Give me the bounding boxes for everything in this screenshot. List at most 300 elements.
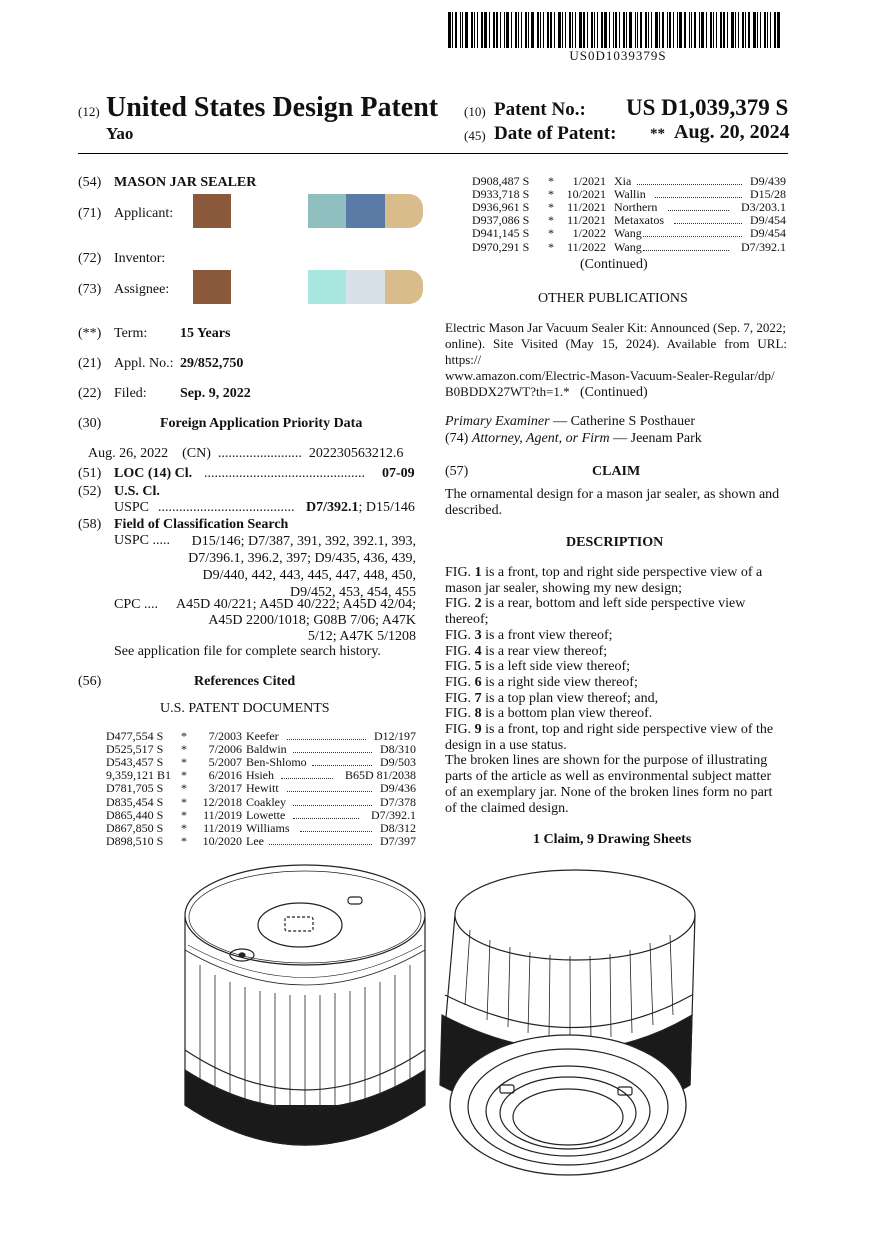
- inventor-label: Inventor:: [114, 251, 166, 266]
- ref-name: Lee: [246, 833, 264, 848]
- barcode-bar: [591, 12, 593, 48]
- code-54: (54): [78, 175, 102, 190]
- barcode-bar: [474, 12, 475, 48]
- patent-no-label: Patent No.:: [494, 99, 586, 120]
- sealer-front-view: [185, 865, 695, 1175]
- ref-class: D9/454: [750, 213, 786, 228]
- ref-number: D477,554 S: [106, 729, 164, 743]
- ref-number: D525,517 S: [106, 742, 164, 757]
- redaction-swatch: [346, 194, 385, 228]
- barcode-bar: [537, 12, 539, 48]
- barcode-bar: [626, 12, 627, 48]
- barcode-bar: [745, 12, 746, 48]
- ref-name: Wang: [614, 239, 642, 254]
- ref-class: D7/392.1: [371, 807, 416, 822]
- description-line: FIG. 7 is a top plan view thereof; and,: [445, 690, 659, 706]
- reference-row: [472, 214, 786, 227]
- barcode-bar: [684, 12, 686, 48]
- document-title: United States Design Patent: [106, 92, 439, 123]
- code-12: (12): [78, 104, 100, 119]
- claim-text: [445, 487, 787, 519]
- search-uspc-line: D7/396.1, 396.2, 397; D9/435, 436, 439,: [188, 551, 416, 566]
- search-note: See application file for complete search history.: [114, 644, 381, 659]
- ref-name: Northern: [614, 200, 658, 215]
- barcode: [448, 12, 788, 48]
- ref-star: *: [548, 226, 554, 241]
- ref-leader: [293, 809, 359, 819]
- barcode-bar: [609, 12, 610, 48]
- barcode-bar: [738, 12, 739, 48]
- description-line: mason jar sealer, showing my new design;: [445, 580, 683, 596]
- ref-star: *: [548, 200, 554, 215]
- ref-date: 10/2020: [202, 833, 242, 848]
- barcode-bar: [594, 12, 595, 48]
- appl-label: Appl. No.:: [114, 356, 174, 371]
- barcode-bar: [757, 12, 758, 48]
- ref-number: D970,291 S: [472, 239, 530, 254]
- ref-leader: [655, 188, 742, 198]
- code-52: (52): [78, 484, 102, 499]
- uspc-dots: .......................................: [158, 500, 295, 515]
- barcode-bar: [764, 12, 766, 48]
- barcode-bar: [484, 12, 487, 48]
- uspc-classes: [306, 500, 415, 516]
- description-line: FIG. 9 is a front, top and right side perspective view of the: [445, 722, 774, 738]
- barcode-bar: [511, 12, 512, 48]
- code-74: (74): [445, 431, 469, 446]
- patent-number: US D1,039,379 S: [626, 95, 789, 120]
- barcode-bar: [655, 12, 658, 48]
- reference-row: [106, 756, 416, 769]
- attorney-label: Attorney, Agent, or Firm: [471, 431, 610, 446]
- barcode-bar: [770, 12, 771, 48]
- ref-class: D9/503: [380, 755, 416, 770]
- reference-row: [106, 835, 416, 848]
- uspc-label: USPC: [114, 500, 150, 515]
- term-label: Term:: [114, 326, 148, 341]
- ref-class: D7/397: [380, 833, 416, 848]
- ref-number: D937,086 S: [472, 213, 530, 228]
- date-label: Date of Patent:: [494, 123, 617, 144]
- code-term: (**): [78, 326, 102, 341]
- ref-class: D9/439: [750, 174, 786, 188]
- ref-number: D933,718 S: [472, 187, 530, 202]
- description-line: FIG. 3 is a front view thereof;: [445, 627, 613, 643]
- ref-star: *: [181, 833, 187, 848]
- ref-leader: [643, 227, 743, 237]
- barcode-bar: [689, 12, 690, 48]
- barcode-bar: [540, 12, 541, 48]
- search-heading: Field of Classification Search: [114, 517, 289, 532]
- barcode-bar: [583, 12, 585, 48]
- term-value: 15 Years: [180, 326, 231, 341]
- ref-number: D936,961 S: [472, 200, 530, 215]
- ref-number: D781,705 S: [106, 781, 164, 796]
- inventor-surname: Yao: [106, 124, 134, 143]
- barcode-bar: [604, 12, 607, 48]
- ref-star: *: [181, 820, 187, 835]
- barcode-bar: [637, 12, 638, 48]
- code-56: (56): [78, 674, 102, 689]
- barcode-bar: [452, 12, 453, 48]
- ref-star: *: [548, 239, 554, 254]
- uspc-main: D7/392.1: [306, 500, 359, 515]
- reference-row: [106, 782, 416, 795]
- ref-date: 6/2016: [208, 768, 242, 783]
- other-pub-line: www.amazon.com/Electric-Mason-Vacuum-Sealer-Regular/dp/: [445, 368, 775, 383]
- barcode-bar: [720, 12, 722, 48]
- barcode-bar: [635, 12, 636, 48]
- loc-value: 07-09: [382, 466, 415, 481]
- barcode-bar: [518, 12, 519, 48]
- code-22: (22): [78, 386, 102, 401]
- code-45: (45): [464, 128, 486, 143]
- search-uspc-line: D9/452, 453, 454, 455: [290, 585, 416, 600]
- claim-heading: CLAIM: [592, 464, 641, 479]
- barcode-bar: [525, 12, 527, 48]
- attorney-line: (74) Attorney, Agent, or Firm — Jeenam Park: [445, 431, 702, 446]
- ref-class: D3/203.1: [741, 200, 786, 215]
- barcode-bar: [716, 12, 717, 48]
- ref-class: D9/454: [750, 226, 786, 241]
- description-line: FIG. 1 is a front, top and right side perspective view of a: [445, 565, 763, 580]
- barcode-bar: [569, 12, 571, 48]
- header-rule: [78, 153, 788, 154]
- ref-leader: [643, 241, 729, 251]
- barcode-bar: [575, 12, 576, 48]
- barcode-bar: [767, 12, 768, 48]
- examiner-line: Primary Examiner — Catherine S Posthauer: [445, 414, 696, 429]
- ref-leader: [312, 756, 372, 766]
- barcode-bar: [615, 12, 617, 48]
- barcode-bar: [677, 12, 678, 48]
- barcode-bar: [465, 12, 468, 48]
- ref-class: B65D 81/2038: [344, 768, 416, 783]
- barcode-bar: [748, 12, 750, 48]
- reference-row: [106, 809, 416, 822]
- ref-name: Baldwin: [246, 742, 287, 757]
- ref-star: *: [181, 768, 187, 783]
- description-line: FIG. 6 is a right side view thereof;: [445, 674, 638, 690]
- ref-date: 3/2017: [208, 781, 242, 796]
- redaction-swatch: [308, 194, 346, 228]
- date-stars: **: [650, 126, 665, 142]
- reference-row: [472, 201, 786, 214]
- description-line: The broken lines are shown for the purpose of illustrating: [445, 753, 768, 769]
- claims-summary: 1 Claim, 9 Drawing Sheets: [533, 832, 692, 847]
- ref-star: *: [181, 781, 187, 796]
- ref-leader: [293, 743, 372, 753]
- ref-name: Xia: [614, 174, 632, 188]
- barcode-bar: [735, 12, 736, 48]
- ref-date: 12/2018: [202, 794, 242, 809]
- ref-leader: [637, 175, 743, 185]
- ref-date: 11/2021: [567, 200, 606, 215]
- barcode-bar: [648, 12, 649, 48]
- ref-name: Williams: [246, 820, 290, 835]
- ref-class: D7/392.1: [741, 239, 786, 254]
- ref-date: 1/2022: [572, 226, 606, 241]
- barcode-bar: [528, 12, 529, 48]
- barcode-bar: [713, 12, 714, 48]
- ref-number: D835,454 S: [106, 794, 164, 809]
- barcode-bar: [673, 12, 674, 48]
- barcode-bar: [699, 12, 700, 48]
- barcode-bar: [774, 12, 776, 48]
- ref-leader: [281, 769, 333, 779]
- redaction-swatch: [308, 270, 346, 304]
- claim-line: The ornamental design for a mason jar sealer, as shown and: [445, 487, 780, 502]
- barcode-bar: [558, 12, 561, 48]
- ref-star: *: [548, 187, 554, 202]
- barcode-bar: [481, 12, 483, 48]
- description-line: FIG. 2 is a rear, bottom and left side perspective view: [445, 596, 746, 612]
- ref-name: Metaxatos: [614, 213, 664, 228]
- search-uspc-line: D15/146; D7/387, 391, 392, 392.1, 393,: [191, 534, 416, 549]
- barcode-bar: [565, 12, 566, 48]
- code-51: (51): [78, 466, 102, 481]
- attorney-name: Jeenam Park: [630, 431, 702, 446]
- ref-number: D543,457 S: [106, 755, 164, 770]
- ref-date: 11/2022: [567, 239, 606, 254]
- ref-star: *: [181, 807, 187, 822]
- ref-star: *: [181, 729, 187, 743]
- barcode-bar: [731, 12, 734, 48]
- barcode-bar: [493, 12, 495, 48]
- barcode-bar: [662, 12, 664, 48]
- description-line: design in a use status.: [445, 737, 567, 753]
- search-cpc-line: A45D 40/221; A45D 40/222; A45D 42/04;: [176, 597, 416, 612]
- barcode-bar: [753, 12, 756, 48]
- barcode-bar: [587, 12, 588, 48]
- barcode-bar: [601, 12, 603, 48]
- ref-name: Wang: [614, 226, 642, 241]
- uspc-rest: ; D15/146: [358, 500, 415, 515]
- barcode-bar: [471, 12, 473, 48]
- barcode-bar: [659, 12, 660, 48]
- ref-number: D908,487 S: [472, 174, 530, 188]
- ref-date: 11/2021: [567, 213, 606, 228]
- barcode-bar: [669, 12, 671, 48]
- references-heading: References Cited: [194, 674, 296, 689]
- claim-line: described.: [445, 503, 503, 518]
- redaction-swatch: [193, 194, 231, 228]
- code-71: (71): [78, 206, 102, 221]
- ref-star: *: [548, 174, 554, 188]
- other-pub-line: Electric Mason Jar Vacuum Sealer Kit: Announced (Sep. 7, 2022;: [445, 320, 786, 335]
- ref-date: 11/2019: [203, 807, 242, 822]
- ref-class: D15/28: [750, 187, 786, 202]
- search-cpc-line: A45D 2200/1018; G08B 7/06; A47K: [208, 613, 416, 628]
- ref-star: *: [181, 755, 187, 770]
- loc-dots: ..............................................: [204, 466, 365, 481]
- barcode-bar: [742, 12, 744, 48]
- barcode-bar: [623, 12, 625, 48]
- ref-class: D9/436: [380, 781, 416, 796]
- code-30: (30): [78, 416, 102, 431]
- barcode-bar: [477, 12, 478, 48]
- ref-class: D8/312: [380, 820, 416, 835]
- barcode-bar: [506, 12, 509, 48]
- barcode-bar: [651, 12, 652, 48]
- ref-name: Hewitt: [246, 781, 279, 796]
- reference-row: [106, 822, 416, 835]
- patent-date: Aug. 20, 2024: [674, 121, 790, 143]
- search-uspc-prefix: USPC .....: [114, 533, 171, 548]
- ref-date: 7/2006: [208, 742, 242, 757]
- ref-date: 11/2019: [203, 820, 242, 835]
- barcode-bar: [640, 12, 642, 48]
- barcode-bar: [597, 12, 598, 48]
- ref-number: D898,510 S: [106, 833, 164, 848]
- applicant-label: Applicant:: [114, 206, 174, 221]
- ref-star: *: [548, 213, 554, 228]
- reference-row: [106, 769, 416, 782]
- reference-row: [106, 743, 416, 756]
- barcode-bar: [645, 12, 647, 48]
- other-pubs-heading: OTHER PUBLICATIONS: [538, 291, 688, 306]
- code-58: (58): [78, 517, 102, 532]
- barcode-bar: [554, 12, 555, 48]
- barcode-bar: [619, 12, 620, 48]
- ref-number: D865,440 S: [106, 807, 164, 822]
- barcode-bar: [543, 12, 544, 48]
- reference-row: [472, 188, 786, 201]
- assignee-label: Assignee:: [114, 282, 170, 297]
- barcode-bar: [723, 12, 725, 48]
- loc-label: LOC (14) Cl.: [114, 466, 193, 481]
- ref-number: 9,359,121 B1: [106, 768, 172, 783]
- barcode-bar: [455, 12, 457, 48]
- ref-number: D867,850 S: [106, 820, 164, 835]
- ref-leader: [287, 730, 366, 740]
- redaction-swatch: [346, 270, 385, 304]
- barcode-number: US0D1039379S: [569, 48, 667, 63]
- ref-name: Keefer: [246, 729, 279, 743]
- reference-row: [106, 796, 416, 809]
- uscl-label: U.S. Cl.: [114, 484, 160, 499]
- redaction-swatch: [385, 270, 423, 304]
- description-line: parts of the article as well as environmental subject matter: [445, 769, 772, 785]
- ref-class: D12/197: [374, 729, 416, 743]
- title-54: MASON JAR SEALER: [114, 175, 257, 190]
- barcode-bar: [706, 12, 707, 48]
- code-73: (73): [78, 282, 102, 297]
- reference-row: [472, 241, 786, 254]
- barcode-bar: [489, 12, 490, 48]
- ref-leader: [269, 835, 373, 845]
- ref-star: *: [181, 794, 187, 809]
- barcode-bar: [515, 12, 517, 48]
- us-docs-heading: U.S. PATENT DOCUMENTS: [160, 701, 330, 716]
- ref-date: 7/2003: [208, 729, 242, 743]
- barcode-bar: [496, 12, 498, 48]
- ref-date: 5/2007: [208, 755, 242, 770]
- barcode-bar: [679, 12, 682, 48]
- description-line: of an exemplary jar. None of the broken lines form no part: [445, 784, 773, 800]
- barcode-bar: [701, 12, 704, 48]
- description-text: [445, 565, 787, 816]
- ref-leader: [674, 214, 743, 224]
- barcode-bar: [710, 12, 712, 48]
- barcode-bar: [460, 12, 461, 48]
- description-line: FIG. 5 is a left side view thereof;: [445, 659, 631, 675]
- barcode-bar: [760, 12, 761, 48]
- code-21: (21): [78, 356, 102, 371]
- reference-row: [106, 730, 416, 743]
- code-10: (10): [464, 104, 486, 119]
- search-uspc-block: [178, 533, 416, 601]
- barcode-bar: [777, 12, 780, 48]
- ref-name: Ben-Shlomo: [246, 755, 307, 770]
- mason-jar-sealer-drawing: [170, 855, 710, 1225]
- barcode-bar: [694, 12, 696, 48]
- barcode-bar: [547, 12, 549, 48]
- barcode-bar: [613, 12, 614, 48]
- barcode-bar: [448, 12, 451, 48]
- redaction-swatch: [193, 270, 231, 304]
- examiner-label: Primary Examiner: [445, 414, 550, 429]
- search-cpc-line: 5/12; A47K 5/1208: [307, 629, 416, 644]
- ref-name: Hsieh: [246, 768, 274, 783]
- ref-leader: [287, 782, 372, 792]
- barcode-bar: [531, 12, 534, 48]
- other-pub-line: B0BDDX27WT?th=1.*: [445, 384, 570, 399]
- examiner-name: Catherine S Posthauer: [570, 414, 696, 429]
- reference-row: [472, 175, 786, 188]
- priority-heading: Foreign Application Priority Data: [160, 416, 363, 431]
- description-line: FIG. 8 is a bottom plan view thereof.: [445, 706, 653, 722]
- barcode-bar: [462, 12, 463, 48]
- barcode-bar: [667, 12, 668, 48]
- ref-leader: [300, 822, 373, 832]
- filed-label: Filed:: [114, 386, 147, 401]
- barcode-bar: [629, 12, 632, 48]
- other-pub-line: online). Site Visited (May 15, 2024). Available from URL: https://: [445, 336, 787, 367]
- ref-date: 1/2021: [572, 174, 606, 188]
- description-line: thereof;: [445, 612, 489, 628]
- ref-name: Coakley: [246, 794, 286, 809]
- ref-number: D941,145 S: [472, 226, 530, 241]
- appl-value: 29/852,750: [180, 356, 244, 371]
- ref-class: D7/378: [380, 794, 416, 809]
- ref-leader: [668, 201, 730, 211]
- continued-refs: (Continued): [580, 257, 648, 272]
- ref-leader: [293, 796, 372, 806]
- search-cpc-block: [166, 597, 416, 645]
- barcode-bar: [572, 12, 573, 48]
- description-line: FIG. 4 is a rear view thereof;: [445, 643, 608, 659]
- ref-name: Lowette: [246, 807, 286, 822]
- ref-class: D8/310: [380, 742, 416, 757]
- search-cpc-prefix: CPC ....: [114, 597, 158, 612]
- code-57: (57): [445, 464, 469, 479]
- code-72: (72): [78, 251, 102, 266]
- barcode-bar: [521, 12, 522, 48]
- barcode-bar: [500, 12, 501, 48]
- continued-pubs: (Continued): [580, 385, 648, 400]
- filed-value: Sep. 9, 2022: [180, 386, 251, 401]
- barcode-bar: [562, 12, 563, 48]
- barcode-bar: [550, 12, 552, 48]
- reference-row: [472, 227, 786, 240]
- ref-date: 10/2021: [566, 187, 606, 202]
- description-line: of the claimed design.: [445, 800, 569, 816]
- priority-line: Aug. 26, 2022 (CN) ........................ 202230563212.6: [88, 446, 404, 461]
- ref-name: Wallin: [614, 187, 646, 202]
- description-heading: DESCRIPTION: [566, 535, 664, 550]
- barcode-bar: [727, 12, 728, 48]
